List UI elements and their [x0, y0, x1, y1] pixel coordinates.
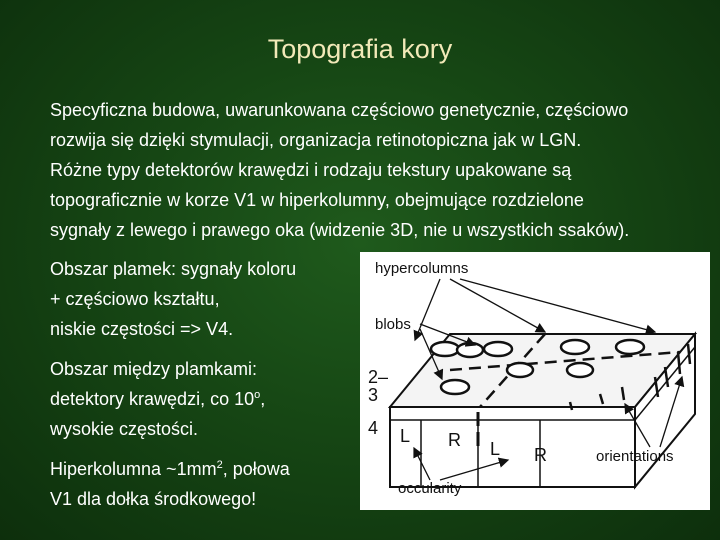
label-ocularity: occularity: [398, 480, 462, 497]
blob: [441, 380, 469, 394]
hypercolumn-note-line: V1 dla dołka środkowego!: [50, 489, 257, 509]
hypercolumn-text-end: , połowa: [222, 459, 290, 479]
intro-line: topograficznie w korze V1 w hiperkolumny, obejmujące rozdzielone: [50, 190, 584, 210]
interblob-note: [50, 354, 350, 444]
hypercolumn-figure: [360, 252, 710, 510]
label-eye-right: R: [534, 445, 547, 465]
label-eye-right: R: [448, 430, 461, 450]
intro-line: Specyficzna budowa, uwarunkowana częściowo genetycznie, częściowo: [50, 100, 629, 120]
blob: [507, 363, 533, 377]
interblob-note-line: Obszar między plamkami:: [50, 359, 258, 379]
interblob-text-end: ,: [260, 389, 266, 409]
blobs-note: [50, 254, 350, 344]
arrow-hypercolumns: [460, 279, 655, 332]
interblob-text: detektory krawędzi, co 10: [50, 389, 255, 409]
blob: [561, 340, 589, 354]
blobs-note-line: niskie częstości => V4.: [50, 319, 234, 339]
interblob-note-line: wysokie częstości.: [50, 419, 199, 439]
block-front-face: [390, 407, 635, 487]
interblob-note-line: [50, 384, 350, 414]
degree-superscript: o: [254, 389, 261, 401]
blobs-note-line: + częściowo kształtu,: [50, 289, 220, 309]
label-eye-left: L: [490, 439, 501, 459]
intro-line: rozwija się dzięki stymulacji, organizacja retinotopiczna jak w LGN.: [50, 130, 582, 150]
label-layer-4: 4: [368, 418, 379, 438]
blob: [484, 342, 512, 356]
intro-line: Różne typy detektorów krawędzi i rodzaju tekstury upakowane są: [50, 160, 572, 180]
blobs-note-line: Obszar plamek: sygnały koloru: [50, 259, 297, 279]
hypercolumn-note-line: [50, 454, 350, 484]
label-blobs: blobs: [375, 316, 411, 333]
hypercolumn-diagram: [360, 252, 710, 510]
hypercolumn-note: [50, 454, 350, 514]
slide-title: Topografia kory: [267, 34, 453, 64]
blob: [616, 340, 644, 354]
label-eye-left: L: [400, 426, 411, 446]
label-hypercolumns: hypercolumns: [375, 260, 469, 277]
arrow-hypercolumns: [450, 279, 545, 332]
label-layer-2-3-bottom: 3: [368, 385, 379, 405]
blob: [457, 343, 483, 357]
blob: [567, 363, 593, 377]
hypercolumn-text: Hiperkolumna ~1mm: [50, 459, 217, 479]
blob: [431, 342, 459, 356]
intro-line: sygnały z lewego i prawego oka (widzenie 3D, nie u wszystkich ssaków).: [50, 220, 630, 240]
intro-paragraph: [50, 95, 710, 245]
squared-superscript: 2: [216, 459, 223, 471]
label-layer-2-3-top: 2–: [368, 367, 389, 387]
label-orientations: orientations: [596, 448, 674, 465]
